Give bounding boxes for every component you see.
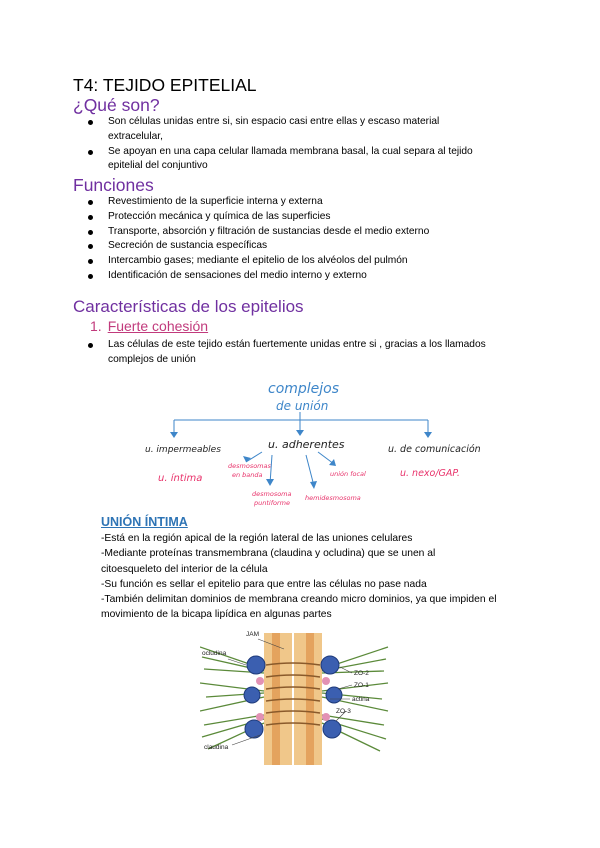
diagram-leaf-desmosoma-puntiforme-2: puntiforme: [254, 499, 290, 507]
text-line: citoesqueleto del interior de la célula: [101, 563, 268, 575]
bullet-icon: [88, 150, 93, 155]
diagram-leaf-union-focal: unión focal: [330, 470, 366, 478]
item-number: 1.: [90, 318, 102, 334]
bullet-icon: [88, 230, 93, 235]
figure-label-zo1: ZO-1: [354, 682, 369, 689]
bullet-icon: [88, 215, 93, 220]
diagram-leaf-hemidesmosoma: hemidesmosoma: [305, 494, 361, 502]
diagram-leaf-intima: u. íntima: [158, 473, 203, 484]
list-item: Protección mecánica y química de las superficies: [88, 210, 528, 225]
text-line: -También delimitan dominios de membrana creando micro dominios, ya que impiden el: [101, 594, 497, 606]
item-label: Fuerte cohesión: [107, 318, 209, 334]
figure-label-claudina: claudina: [204, 744, 229, 751]
list-item: Identificación de sensaciones del medio interno y externo: [88, 269, 528, 284]
diagram-branch-adherentes: u. adherentes: [268, 438, 345, 451]
list-item: Las células de este tejido están fuertemente unidas entre si , gracias a los llamados complejos de unión: [88, 338, 528, 368]
bullet-icon: [88, 343, 93, 348]
diagram-leaf-desmosoma-puntiforme-1: desmosoma: [252, 490, 292, 498]
text-line: -Está en la región apical de la región lateral de las uniones celulares: [101, 533, 413, 544]
diagram-leaf-desmosomas-banda-2: en banda: [232, 471, 263, 479]
tight-junction-figure: [200, 625, 390, 765]
page-title: T4: TEJIDO EPITELIAL: [73, 75, 257, 95]
list-item: Revestimiento de la superficie interna y externa: [88, 195, 528, 210]
bullet-icon: [88, 274, 93, 279]
figure-label-jam: JAM: [246, 631, 259, 638]
heading-caracteristicas: Características de los epitelios: [73, 297, 304, 316]
diagram-root-line1: complejos: [268, 381, 340, 397]
list-item: Intercambio gases; mediante el epitelio de los alvéolos del pulmón: [88, 254, 528, 269]
heading-union-intima: UNIÓN ÍNTIMA: [101, 515, 188, 529]
figure-label-ocludina: ocludina: [202, 650, 227, 657]
bullet-icon: [88, 200, 93, 205]
text-line: -Mediante proteínas transmembrana (claudina y ocludina) que se unen al: [101, 548, 436, 560]
figure-label-actina: actina: [352, 696, 370, 703]
diagram-leaf-desmosomas-banda-1: desmosomas: [228, 462, 271, 470]
diagram-root-line2: de unión: [276, 399, 329, 413]
bullet-icon: [88, 259, 93, 264]
figure-label-zo2: ZO-2: [354, 670, 369, 677]
funciones-list: [88, 195, 528, 284]
list-item: Se apoyan en una capa celular llamada membrana basal, la cual separa al tejido epitelial del conjuntivo: [88, 145, 528, 175]
text-line: -Su función es sellar el epitelio para que entre las células no pase nada: [101, 578, 427, 590]
list-item: Son células unidas entre si, sin espacio casi entre ellas y escaso material extracelular,: [88, 115, 528, 145]
bullet-icon: [88, 244, 93, 249]
union-intima-text: [101, 531, 533, 623]
list-item: Secreción de sustancia específicas: [88, 239, 528, 254]
diagram-branch-comunicacion: u. de comunicación: [388, 444, 481, 455]
complejos-union-diagram: [0, 370, 600, 510]
bullet-icon: [88, 120, 93, 125]
caracteristicas-list: [88, 338, 528, 368]
heading-funciones: Funciones: [73, 175, 154, 195]
numbered-item-fuerte-cohesion: [90, 318, 208, 334]
que-son-list: [88, 115, 528, 174]
list-item: Transporte, absorción y filtración de sustancias desde el medio externo: [88, 225, 528, 240]
figure-label-zo3: ZO-3: [336, 708, 351, 715]
diagram-leaf-nexo-gap: u. nexo/GAP.: [400, 468, 460, 479]
diagram-branch-impermeables: u. impermeables: [145, 445, 221, 455]
heading-que-son: ¿Qué son?: [73, 95, 160, 115]
text-line: movimiento de la bicapa lipídica en algunas partes: [101, 609, 332, 621]
